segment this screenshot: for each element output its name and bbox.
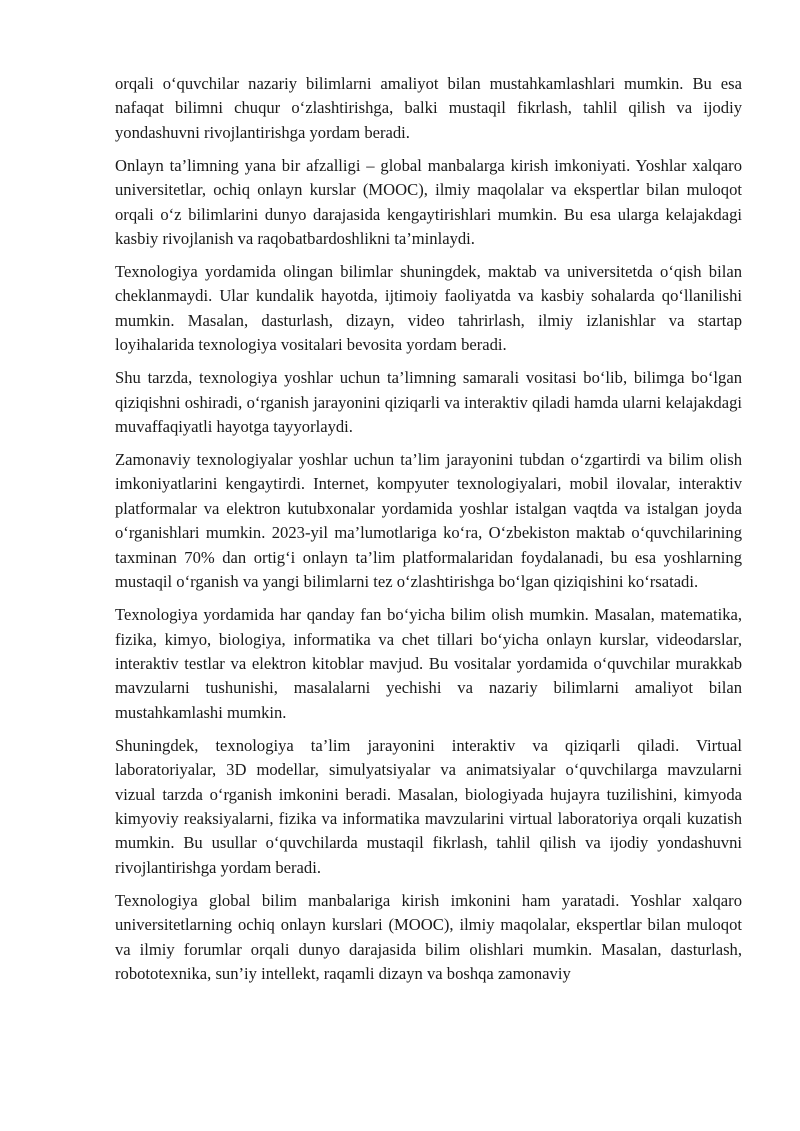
- paragraph: Onlayn ta’limning yana bir afzalligi – global manbalarga kirish imkoniyati. Yoshlar xalqaro universitetlar, ochiq onlayn kurslar (MOOC), ilmiy maqolalar va ekspertlar bilan muloqot orqali o‘z bilimlarini dunyo darajasida kengaytirishlari mumkin. Bu esa ularga kelajakdagi kasbiy rivojlanish va raqobatbardoshlikni ta’minlaydi.: [115, 155, 742, 249]
- paragraph: orqali o‘quvchilar nazariy bilimlarni amaliyot bilan mustahkamlashlari mumkin. Bu esa nafaqat bilimni chuqur o‘zlashtirishga, balki mustaqil fikrlash, tahlil qilish va ijodiy yondashuvni rivojlantirishga yordam beradi.: [115, 74, 742, 142]
- paragraph: Texnologiya yordamida har qanday fan bo‘yicha bilim olish mumkin. Masalan, matematika, fizika, kimyo, biologiya, informatika va chet tillari bo‘yicha onlayn kurslar, videodarslar, interaktiv testlar va elektron kitoblar mavjud. Bu vositalar yordamida o‘quvchilar murakkab mavzularni tushunishi, masalalarni yechishi va nazariy bilimlarni amaliyot bilan mustahkamlashi mumkin.: [115, 605, 742, 722]
- document-page: [115, 72, 742, 995]
- paragraph: Texnologiya yordamida olingan bilimlar shuningdek, maktab va universitetda o‘qish bilan cheklanmaydi. Ular kundalik hayotda, ijtimoiy faoliyatda va kasbiy sohalarda qo‘llanilishi mumkin. Masalan, dasturlash, dizayn, video tahrirlash, ilmiy izlanishlar va startap loyihalarida texnologiya vositalari bevosita yordam beradi.: [115, 262, 742, 355]
- paragraph: Shuningdek, texnologiya ta’lim jarayonini interaktiv va qiziqarli qiladi. Virtual laboratoriyalar, 3D modellar, simulyatsiyalar va animatsiyalar o‘quvchilarga mavzularni vizual tarzda o‘rganish imkonini beradi. Masalan, biologiyada hujayra tuzilishini, kimyoda kimyoviy reaksiyalarni, fizika va informatika mavzularini virtual laboratoriya orqali kuzatish mumkin. Bu usullar o‘quvchilarda mustaqil fikrlash, tahlil qilish va ijodiy yondashuvni rivojlantirishga yordam beradi.: [115, 735, 742, 877]
- paragraph: Texnologiya global bilim manbalariga kirish imkonini ham yaratadi. Yoshlar xalqaro universitetlarning ochiq onlayn kurslari (MOOC), ilmiy maqolalar, ekspertlar bilan muloqot va ilmiy forumlar orqali dunyo darajasida bilim olishlari mumkin. Masalan, dasturlash, robototexnika, sun’iy intellekt, raqamli dizayn va boshqa zamonaviy: [115, 890, 742, 983]
- paragraph: Zamonaviy texnologiyalar yoshlar uchun ta’lim jarayonini tubdan o‘zgartirdi va bilim olish imkoniyatlarini kengaytirdi. Internet, kompyuter texnologiyalari, mobil ilovalar, interaktiv platformalar va elektron kutubxonalar yordamida yoshlar istalgan vaqtda va istalgan joyda o‘rganishlari mumkin. 2023-yil ma’lumotlariga ko‘ra, O‘zbekiston maktab o‘quvchilarining taxminan 70% dan ortig‘i onlayn ta’lim platformalaridan foydalanadi, bu esa yoshlarning mustaqil o‘rganish va yangi bilimlarni tez o‘zlashtirishga bo‘lgan qiziqishini ko‘rsatadi.: [115, 450, 742, 592]
- paragraph: Shu tarzda, texnologiya yoshlar uchun ta’limning samarali vositasi bo‘lib, bilimga bo‘lgan qiziqishni oshiradi, o‘rganish jarayonini qiziqarli va interaktiv qiladi hamda ularni kelajakdagi muvaffaqiyatli hayotga tayyorlaydi.: [115, 368, 742, 437]
